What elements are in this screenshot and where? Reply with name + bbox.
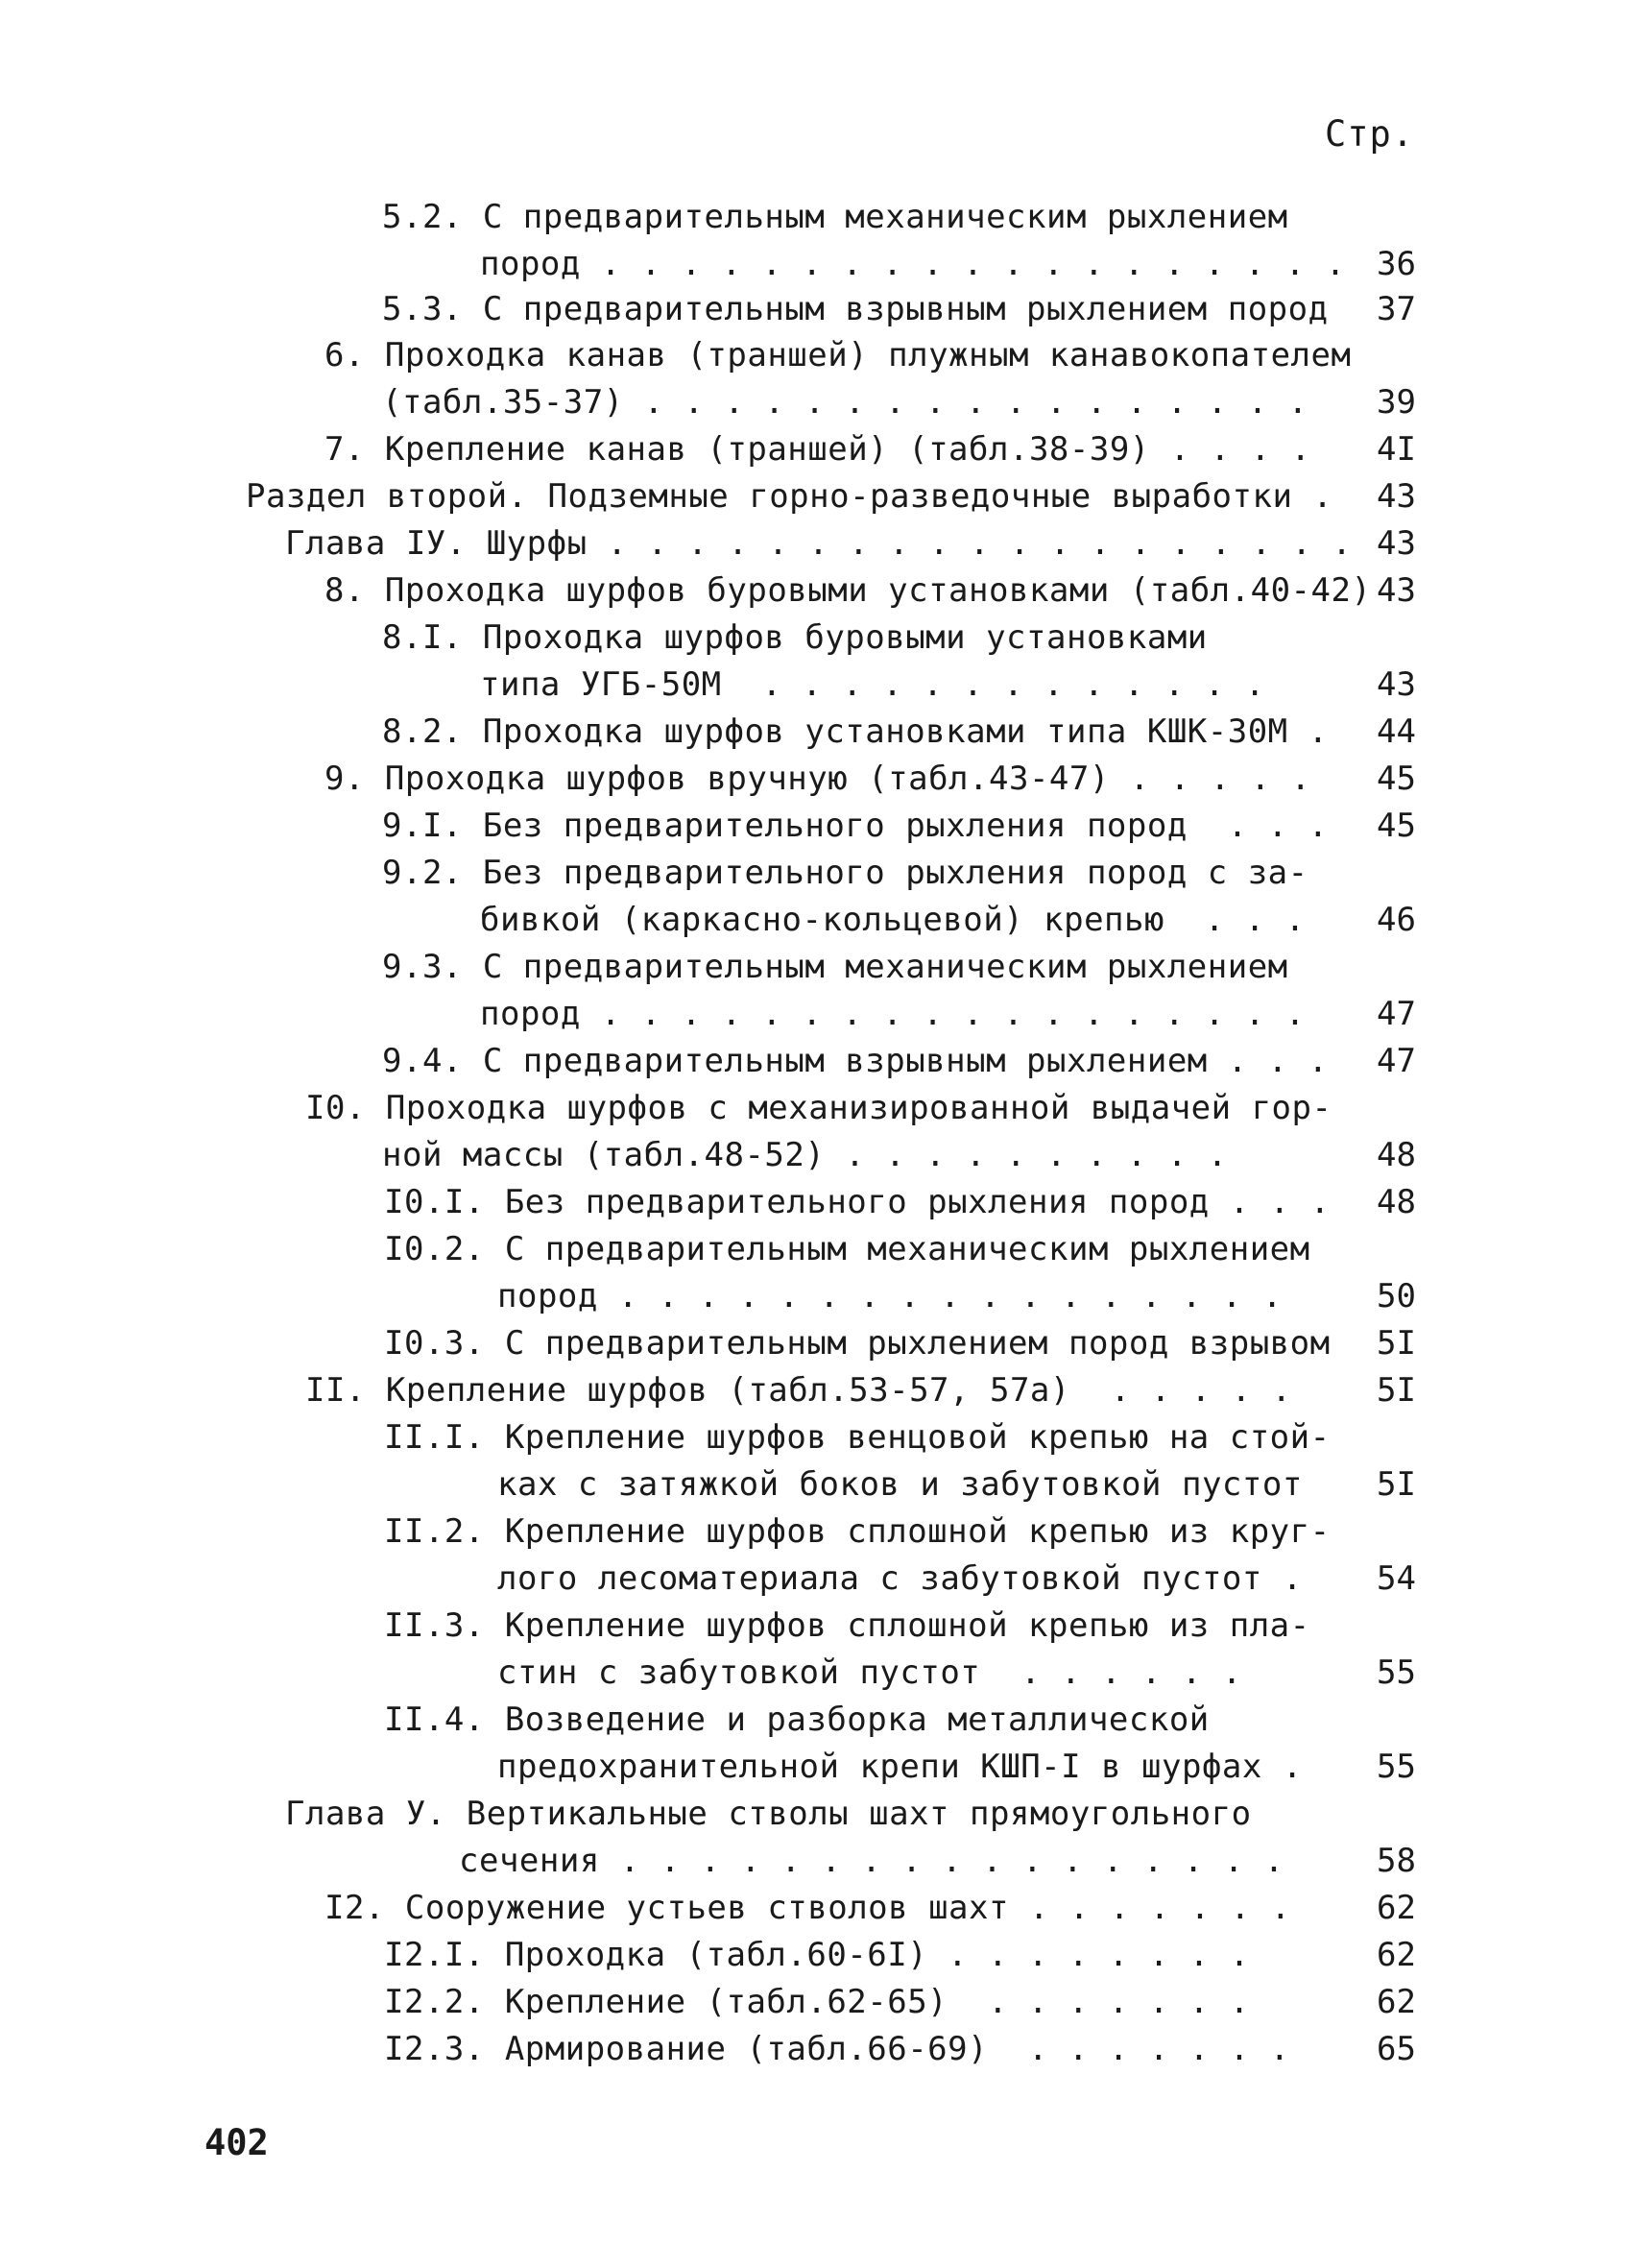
toc-entry-text: (табл.35-37) . . . . . . . . . . . . . . . . . [382,383,1308,422]
toc-entry-page: 48 [1377,1183,1416,1221]
toc-entry-text: 9.3. С предварительным механическим рыхлением [382,948,1288,986]
toc-entry-text: пород . . . . . . . . . . . . . . . . . . [480,995,1306,1033]
toc-entry-page: 62 [1377,1936,1416,1974]
toc-entry-page [1339,615,1416,660]
toc-section-heading: Раздел второй. Подземные горно-разведочные выработки . [246,477,1333,516]
toc-entry-page: 45 [1377,807,1416,845]
toc-entry-text: ной массы (табл.48-52) . . . . . . . . . . [382,1136,1228,1174]
toc-entry-page: 48 [1377,1136,1416,1174]
toc-entry-page: 47 [1377,1042,1416,1080]
toc-entry-page: 4I [1377,430,1416,469]
toc-entry-text: 9.4. С предварительным взрывным рыхлением . . . [382,1042,1329,1080]
toc-entry-page [1339,945,1416,989]
pages-column-header: Стр. [1325,113,1415,155]
toc-entry-page: 46 [1377,901,1416,939]
toc-entry-page: 58 [1377,1842,1416,1880]
toc-entry-page: 5I [1377,1371,1416,1410]
toc-entry-text: лого лесоматериала с забутовкой пустот . [497,1559,1303,1598]
toc-entry-page: 65 [1377,2030,1416,2068]
toc-entry-text: I2.3. Армирование (табл.66-69) . . . . . . . [384,2030,1290,2068]
toc-entry-text: 9. Проходка шурфов вручную (табл.43-47) . . . . . [324,760,1311,798]
toc-entry-page: 43 [1377,477,1416,516]
toc-entry-page: 45 [1377,760,1416,798]
toc-entry-text: II. Крепление шурфов (табл.53-57, 57а) . . . . . [305,1371,1292,1410]
toc-entry-text: 8.2. Проходка шурфов установками типа КШК-30М . [382,712,1329,751]
toc-entry-page: 39 [1377,383,1416,422]
toc-entry-text: 9.2. Без предварительного рыхления пород с за- [382,854,1308,892]
toc-entry-page [1339,1604,1416,1648]
toc-entry-text: пород . . . . . . . . . . . . . . . . . . . [480,245,1346,283]
toc-entry-page: 44 [1377,712,1416,751]
toc-entry-text: I0.I. Без предварительного рыхления пород . . . [384,1183,1331,1221]
toc-entry-page: 55 [1377,1653,1416,1692]
toc-entry-text: бивкой (каркасно-кольцевой) крепью . . . [480,901,1306,939]
toc-entry-text: I0.2. С предварительным механическим рыхлением [384,1230,1310,1268]
toc-entry-page [1339,195,1416,239]
toc-entry-page: 43 [1377,571,1416,610]
toc-entry-page: 55 [1377,1748,1416,1786]
toc-entry-text: 5.3. С предварительным взрывным рыхлением пород [382,290,1329,328]
toc-entry-page [1339,1086,1416,1130]
toc-entry-text: II.4. Возведение и разборка металлической [384,1701,1210,1739]
toc-entry-text: 8. Проходка шурфов буровыми установками (табл.40-42) [324,571,1372,610]
toc-entry-page: 47 [1377,995,1416,1033]
toc-entry-page: 62 [1377,1889,1416,1927]
toc-entry-page [1339,851,1416,895]
toc-entry-page [1339,1698,1416,1742]
toc-entry-text: II.3. Крепление шурфов сплошной крепью из пла- [384,1606,1310,1645]
toc-entry-text: 8.I. Проходка шурфов буровыми установками [382,618,1208,657]
toc-entry-page: 54 [1377,1559,1416,1598]
toc-entry-text: I0.3. С предварительным рыхлением пород взрывом [384,1324,1331,1363]
toc-entry-text: 6. Проходка канав (траншей) плужным канавокопателем [324,336,1352,374]
toc-entry-page: 5I [1377,1324,1416,1363]
toc-entry-text: стин с забутовкой пустот . . . . . . [497,1653,1242,1692]
toc-entry-text: типа УГБ-50М . . . . . . . . . . . . . [480,665,1265,704]
toc-entry-text: пород . . . . . . . . . . . . . . . . . [497,1277,1283,1315]
toc-entry-text: 5.2. С предварительным механическим рыхлением [382,198,1288,236]
toc-entry-text: I2.2. Крепление (табл.62-65) . . . . . . . [384,1983,1250,2021]
toc-entry-page [1339,1509,1416,1554]
toc-entry-text: сечения . . . . . . . . . . . . . . . . . [459,1842,1284,1880]
toc-entry-text: I0. Проходка шурфов с механизированной выдачей гор- [305,1089,1332,1127]
toc-entry-page: 5I [1377,1465,1416,1504]
toc-entry-page: 62 [1377,1983,1416,2021]
toc-entry-text: 9.I. Без предварительного рыхления пород . . . [382,807,1329,845]
toc-chapter-heading: Глава IУ. Шурфы . . . . . . . . . . . . . . . . . . . [285,524,1353,563]
toc-entry-page: 50 [1377,1277,1416,1315]
toc-entry-page [1339,1415,1416,1460]
toc-entry-text: I2.I. Проходка (табл.60-6I) . . . . . . . . [384,1936,1250,1974]
toc-entry-page: 43 [1377,524,1416,563]
toc-entry-text: I2. Сооружение устьев стволов шахт . . . . . . . [324,1889,1291,1927]
toc-entry-page: 36 [1377,245,1416,283]
toc-entry-page [1339,333,1416,377]
toc-entry-text: ках с затяжкой боков и забутовкой пустот [497,1465,1303,1504]
toc-entry-page [1339,1792,1416,1836]
toc-entry-page: 43 [1377,665,1416,704]
page-number: 402 [204,2122,269,2163]
toc-entry-text: 7. Крепление канав (траншей) (табл.38-39) . . . . [324,430,1311,469]
toc-entry-page [1339,1227,1416,1271]
toc-entry-page: 37 [1377,290,1416,328]
toc-entry-text: II.I. Крепление шурфов венцовой крепью на стой- [384,1418,1331,1457]
toc-entry-text: предохранительной крепи КШП-I в шурфах . [497,1748,1303,1786]
toc-chapter-heading: Глава У. Вертикальные стволы шахт прямоугольного [285,1795,1252,1833]
toc-entry-text: II.2. Крепление шурфов сплошной крепью из круг- [384,1512,1331,1551]
